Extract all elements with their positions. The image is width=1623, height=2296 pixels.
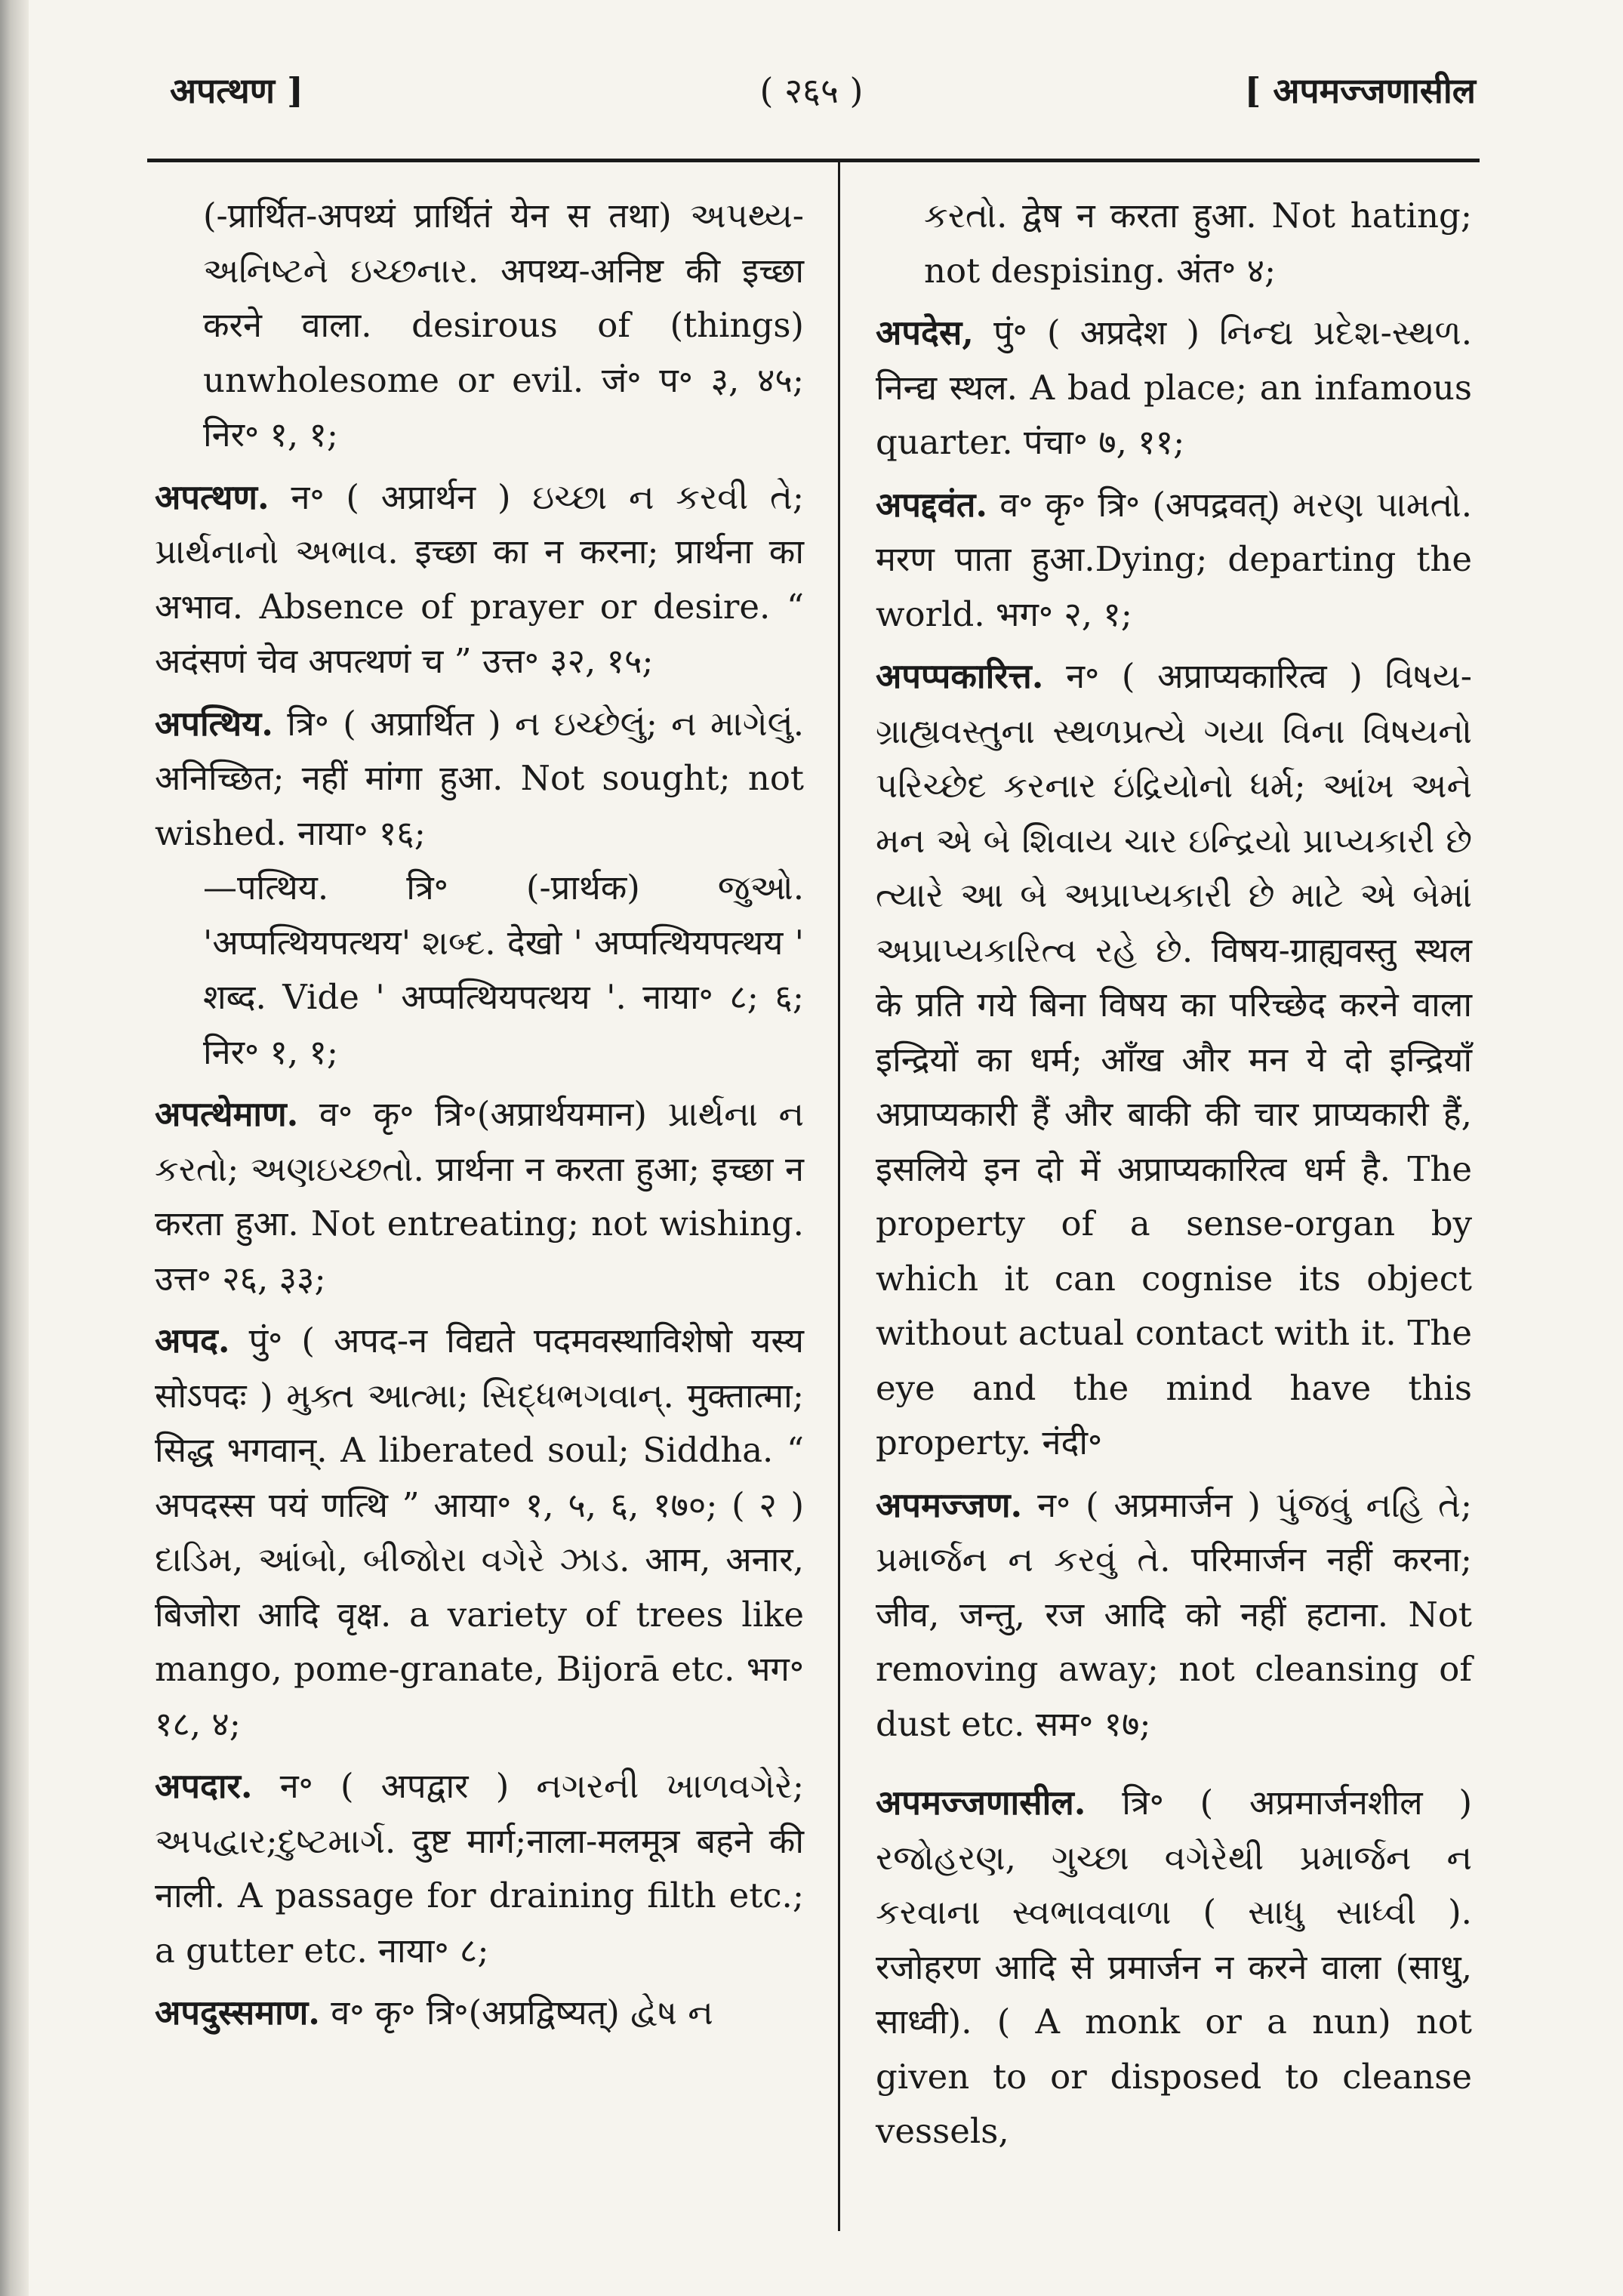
entry-headword: अपत्थण. <box>155 476 269 517</box>
entry-paragraph <box>155 1314 804 1752</box>
left-column <box>155 189 804 2048</box>
entry-headword: अपदुस्समाण. <box>155 1992 320 2032</box>
dictionary-entry <box>876 1478 1472 1752</box>
entry-text: त्रि॰ ( अप्रार्थित ) ન ઇચ્છેલું; ન માગેલું. अनिच्छित; नहीं मांगा हुआ. Not sought; not wished. नाया॰ १६; <box>155 703 804 853</box>
dictionary-entry <box>155 1759 804 1978</box>
entry-text: त्रि॰ ( अप्रमार्जनशील ) રજોહરણ, ગુચ્છા વગેરેથી પ્રમાર્જન ન કરવાના સ્વભાવવાળા ( સાધુ સાધ્વી ). रजोहरण आदि से प्रमार्जन न करने वाला (साधु, साध्वी). ( A monk or a nun) not given to or disposed to cleanse vessels, <box>876 1783 1472 2151</box>
entry-text: (-प्रार्थित-अपथ्यं प्रार्थितं येन स तथा) અપથ્ય-અનિષ્ટને ઇચ્છનાર. अपथ्य-अनिष्ट की इच्छा करने वाला. desirous of (things) unwholesome or evil. जं॰ प॰ ३, ४५; निर॰ १, १; <box>203 196 804 455</box>
entry-headword: अपत्थिय. <box>155 703 273 744</box>
page-number: ( २६५ ) <box>759 70 864 111</box>
entry-paragraph <box>876 478 1472 643</box>
entry-text: व॰ कृ॰ त्रि॰(अप्रार्थयमान) પ્રાર્થના ન કરતો; અણઇચ્છતો. प्रार्थना न करता हुआ; इच्छा न करता हुआ. Not entreating; not wishing. उत्त॰ २६, ३३; <box>155 1094 804 1299</box>
entry-text: न॰ ( अपद्वार ) નગરની ખાળવગેરે; અપદ્વાર;દુષ્ટમાર્ગ. दुष्ट मार्ग;नाला-मलमूत्र बहने की नाली. A passage for draining filth etc.; a gutter etc. नाया॰ ८; <box>155 1766 804 1971</box>
dictionary-entry <box>876 478 1472 643</box>
dictionary-entry <box>155 470 804 689</box>
entry-headword: अपमज्जण. <box>876 1484 1023 1525</box>
entry-text: કરતો. द्वेष न करता हुआ. Not hating; not despising. अंत॰ ४; <box>924 196 1472 291</box>
header-rule <box>147 159 1480 162</box>
entry-text: पुं॰ ( अपद-न विद्यते पदमवस्थाविशेषो यस्य सोऽपदः ) મુક્ત આત્મા; સિદ્ધભગવાન્. मुक्तात्मा; सिद्ध भगवान्. A liberated soul; Siddha. “ अपदस्स पयं णत्थि ” आया॰ १, ५, ६, १७०; ( २ ) દાડિમ, આંબો, બીજોરા વગેરે ઝાડ. आम, अनार, बिजोरा आदि वृक्ष. a variety of trees like mango, pome-granate, Bijorā etc. भग॰ १८, ४; <box>155 1321 804 1744</box>
dictionary-entry <box>876 306 1472 470</box>
entry-paragraph <box>876 1478 1472 1752</box>
dictionary-entry <box>155 1314 804 1752</box>
dictionary-entry <box>155 1986 804 2041</box>
entry-headword: अपमज्जणासील. <box>876 1783 1086 1823</box>
entry-subentry: —पत्थिय. त्रि॰ (-प्रार्थक) જુઓ. 'अप्पत्थियपत्थय' શબ્દ. देखो ' अप्पत्थियपत्थय ' शब्द. Vide ' अप्पत्थियपत्थय '. नाया॰ ८; ६; निर॰ १, १; <box>203 868 804 1072</box>
entry-headword: अपद. <box>155 1321 230 1361</box>
entry-text: न॰ ( अप्रार्थन ) ઇચ્છા ન કરવી તે; પ્રાર્થનાનો અભાવ. इच्छा का न करना; प्रार्थना का अभाव. Absence of prayer or desire. “ अदंसणं चेव अपत्थणं च ” उत्त॰ ३२, १५; <box>155 476 804 681</box>
page-header <box>147 59 1476 127</box>
entry-paragraph <box>876 1776 1472 2159</box>
entry-text: व॰ कृ॰ त्रि॰(अप्रद्विष्यत्) દ્વેષ ન <box>331 1992 713 2032</box>
entry-paragraph <box>876 306 1472 470</box>
entry-text: पुं॰ ( अप्रदेश ) નિન્દ્ય પ્રદેશ-સ્થળ. निन्द्य स्थल. A bad place; an infamous quarter. पंचा॰ ७, ११; <box>876 313 1472 462</box>
entry-paragraph <box>155 1087 804 1306</box>
dictionary-entry <box>876 649 1472 1471</box>
entry-paragraph <box>876 649 1472 1471</box>
entry-paragraph <box>155 470 804 689</box>
entry-text: न॰ ( अप्राप्यकारित्व ) વિષય-ગ્રાહ્યવસ્તુના સ્થળપ્રત્યે ગયા વિના વિષયનો પરિચ્છેદ કરનાર ઇંદ્રિયોનો ધર્મ; આંખ અને મન એ બે શિવાય ચાર ઇન્દ્રિયો પ્રાપ્યકારી છે ત્યારે આ બે અપ્રાપ્યકારી છે માટે એ બેમાં અપ્રાપ્યકારિત્વ રહે છે. विषय-ग्राह्यवस्तु स्थल के प्रति गये बिना विषय का परिच्छेद करने वाला इन्द्रियों का धर्म; आँख और मन ये दो इन्द्रियाँ अप्राप्यकारी हैं और बाकी की चार प्राप्यकारी हैं, इसलिये इन दो में अप्राप्यकारित्व धर्म है. The property of a sense-organ by which it can cognise its object without actual contact with it. The eye and the mind have this property. नंदी॰ <box>876 656 1472 1462</box>
dictionary-entry <box>155 1087 804 1306</box>
dictionary-entry <box>876 189 1472 298</box>
entry-text: न॰ ( अप्रमार्जन ) પુંજવું નહિ તે; પ્રમાર્જન ન કરવું તે. परिमार्जन नहीं करना; जीव, जन्तु, रज आदि को नहीं हटाना. Not removing away; not cleansing of dust etc. सम॰ १७; <box>876 1484 1473 1744</box>
entry-headword: अपदेस, <box>876 313 974 353</box>
entry-headword: अपप्पकारित्त. <box>876 656 1044 696</box>
entry-headword: अपदार. <box>155 1766 253 1806</box>
dictionary-entry <box>876 1776 1472 2159</box>
binding-edge <box>0 0 29 2296</box>
entry-text: व॰ कृ॰ त्रि॰ (अपद्रवत्) મરણ પામતો. मरण पाता हुआ.Dying; departing the world. भग॰ २, १; <box>876 484 1473 634</box>
header-left-guideword: अपत्थण ] <box>170 70 303 111</box>
entry-paragraph <box>155 697 804 861</box>
entry-headword: अपद्दवंत. <box>876 484 988 525</box>
entry-paragraph <box>155 1759 804 1978</box>
header-right-guideword: [ अपमज्जणासील <box>1244 70 1476 111</box>
column-divider <box>838 162 840 2231</box>
right-column <box>876 189 1472 2167</box>
entry-paragraph <box>155 1986 804 2041</box>
dictionary-entry <box>155 189 804 463</box>
entry-headword: अपत्थेमाण. <box>155 1094 299 1134</box>
dictionary-entry <box>155 697 804 1080</box>
